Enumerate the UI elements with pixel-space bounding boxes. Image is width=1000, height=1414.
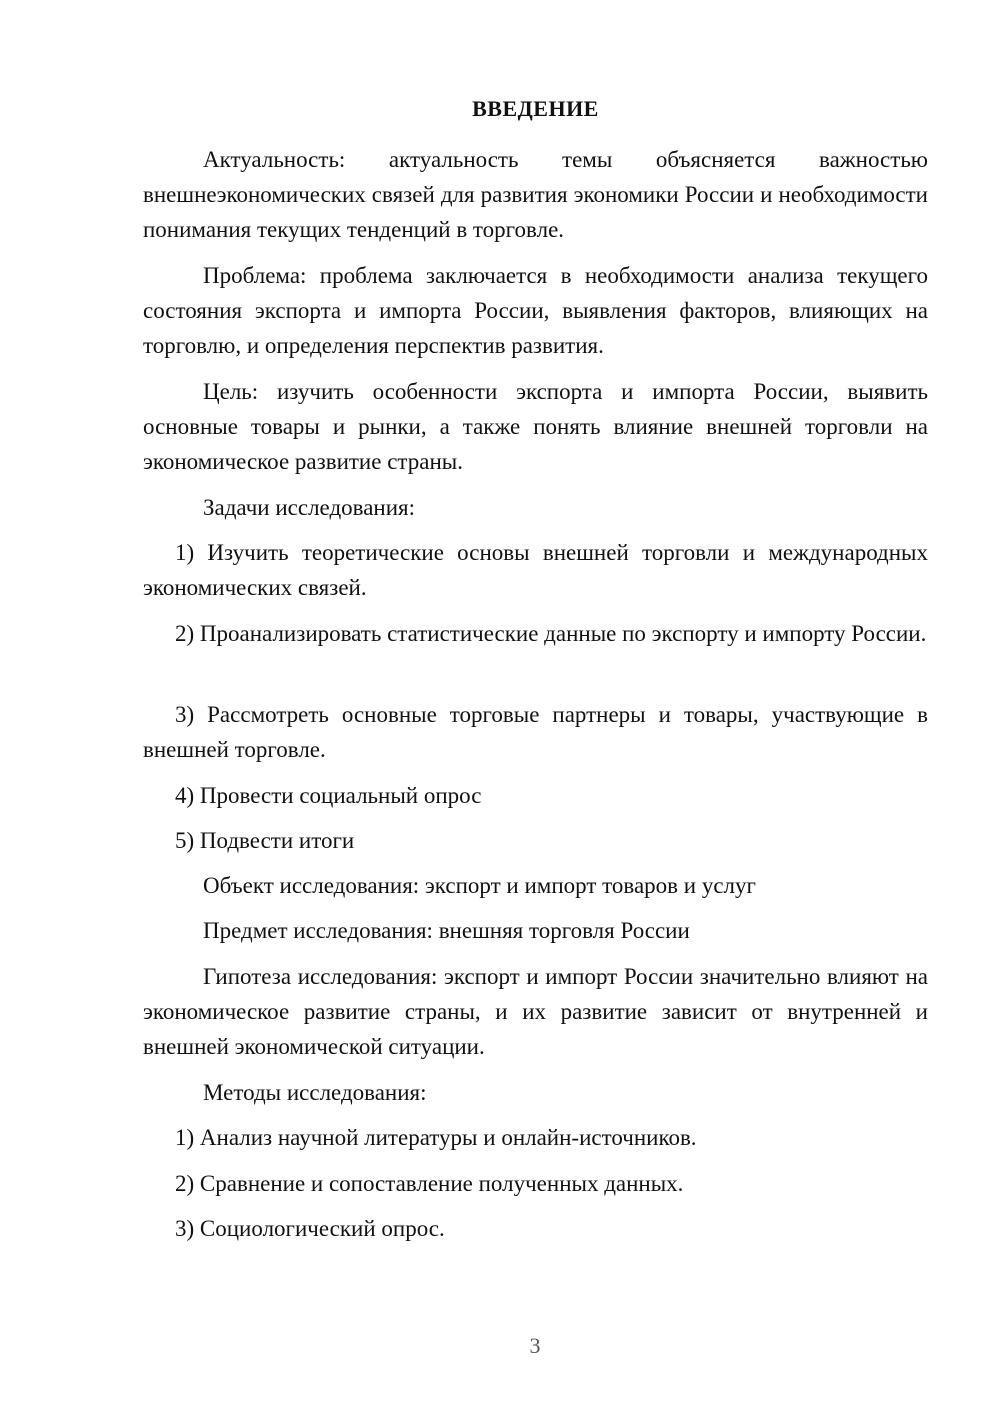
relevance-paragraph: Актуальность: актуальность темы объясняется важностью внешнеэкономических связей для развития экономики России и необходимости понимания текущих тенденций в торговле.: [143, 147, 928, 242]
task-item-4: 4) Провести социальный опрос: [175, 783, 482, 808]
task-item-1: 1) Изучить теоретические основы внешней торговли и международных экономических связей.: [143, 540, 928, 600]
research-subject: Предмет исследования: внешняя торговля России: [203, 918, 690, 943]
hypothesis-paragraph: Гипотеза исследования: экспорт и импорт России значительно влияют на экономическое развитие страны, и их развитие зависит от внутренней и внешней экономической ситуации.: [143, 964, 928, 1059]
method-item-3: 3) Социологический опрос.: [175, 1216, 445, 1241]
method-item-2: 2) Сравнение и сопоставление полученных данных.: [175, 1171, 684, 1196]
research-object: Объект исследования: экспорт и импорт товаров и услуг: [203, 873, 756, 898]
method-item-1: 1) Анализ научной литературы и онлайн-источников.: [175, 1125, 697, 1150]
problem-paragraph: Проблема: проблема заключается в необходимости анализа текущего состояния экспорта и импорта России, выявления факторов, влияющих на торговлю, и определения перспектив развития.: [143, 263, 928, 358]
methods-heading: Методы исследования:: [203, 1080, 427, 1105]
task-item-3: 3) Рассмотреть основные торговые партнеры и товары, участвующие в внешней торговле.: [143, 702, 928, 762]
goal-paragraph: Цель: изучить особенности экспорта и импорта России, выявить основные товары и рынки, а также понять влияние внешней торговли на экономическое развитие страны.: [143, 379, 928, 474]
tasks-heading: Задачи исследования:: [203, 495, 416, 520]
task-item-5: 5) Подвести итоги: [175, 828, 355, 853]
task-item-2: 2) Проанализировать статистические данные по экспорту и импорту России.: [175, 621, 927, 646]
page-number: 3: [529, 1333, 541, 1358]
page-title: ВВЕДЕНИЕ: [472, 96, 599, 121]
